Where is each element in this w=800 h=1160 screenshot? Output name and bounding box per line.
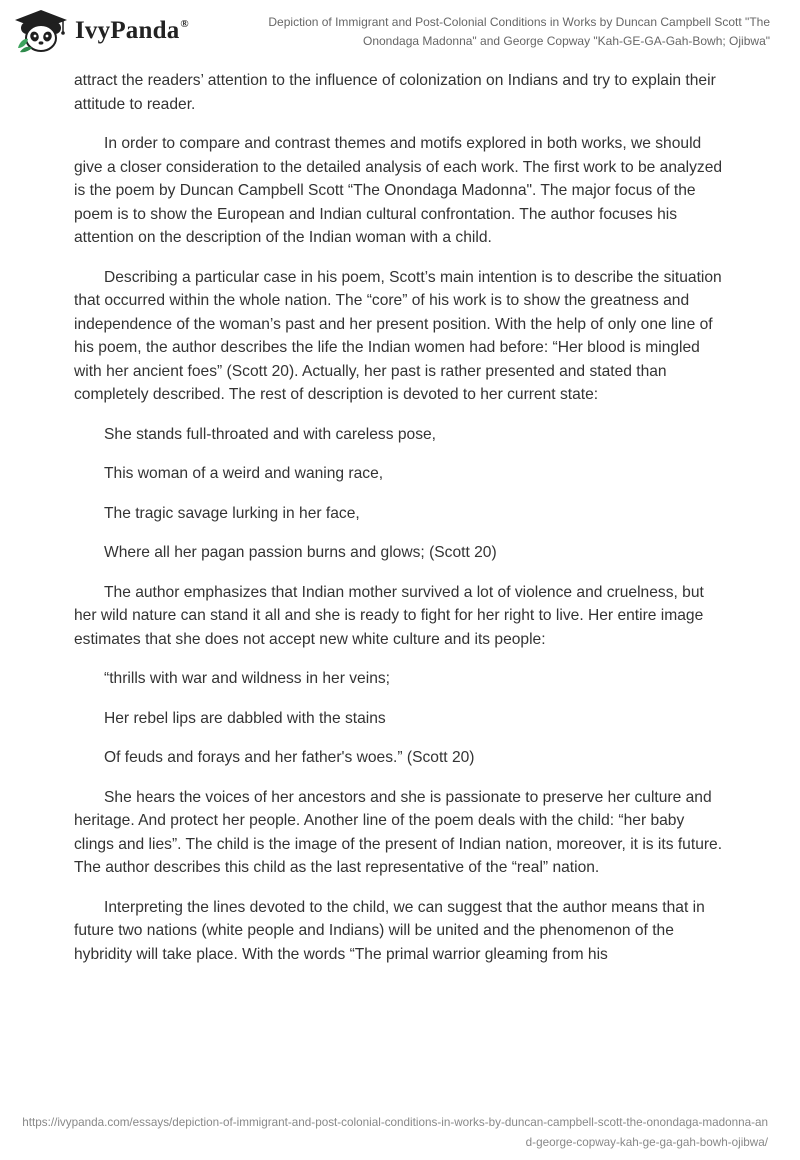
essay-body [74, 69, 724, 966]
poem-line: Of feuds and forays and her father's woes.” (Scott 20) [104, 749, 475, 766]
poem-line: Her rebel lips are dabbled with the stains [104, 709, 386, 727]
poem-line: “thrills with war and wildness in her veins; [104, 670, 390, 687]
body-paragraph: attract the readers’ attention to the influence of colonization on Indians and try to explain their attitude to reader. [74, 72, 716, 113]
panda-graduate-icon [12, 8, 70, 54]
poem-line: Where all her pagan passion burns and glows; (Scott 20) [104, 544, 497, 561]
body-paragraph: Describing a particular case in his poem, Scott’s main intention is to describe the situation that occurred within the whole nation. The “core” of his work is to show the greatness and independence of the woman’s past and her present position. With the help of only one line of his poem, the author describes the life the Indian women had before: “Her blood is mingled with her ancient foes” (Scott 20). Actually, her past is rather presented and stated than completely described. The rest of description is devoted to her current state: [74, 268, 722, 403]
body-paragraph: She hears the voices of her ancestors and she is passionate to preserve her culture and heritage. And protect her people. Another line of the poem deals with the child: “her baby clings and lies”. The child is the image of the present of Indian nation, moreover, it is its future. The author describes this child as the last representative of the “real” nation. [74, 788, 723, 876]
body-paragraph: The author emphasizes that Indian mother survived a lot of violence and cruelness, but her wild nature can stand it all and she is ready to fight for her right to live. Her entire image estimates that she does not accept new white culture and its people: [74, 583, 704, 648]
source-url[interactable]: https://ivypanda.com/essays/depiction-of-immigrant-and-post-colonial-conditions-in-works-by-duncan-campbell-scott-the-onondaga-madonna-and-george-copway-kah-ge-ga-gah-bowh-ojibwa/ [22, 1116, 768, 1149]
brand-name: IvyPanda® [75, 17, 189, 44]
poem-line: The tragic savage lurking in her face, [104, 504, 360, 522]
poem-line: She stands full-throated and with careless pose, [104, 425, 436, 443]
page-header [0, 0, 800, 62]
poem-line: This woman of a weird and waning race, [104, 465, 384, 482]
body-paragraph: In order to compare and contrast themes and motifs explored in both works, we should give a closer consideration to the detailed analysis of each work. The first work to be analyzed is the poem by Duncan Campbell Scott “The Onondaga Madonna". The major focus of the poem is to show the European and Indian cultural confrontation. The author focuses his attention on the description of the Indian woman with a child. [74, 135, 723, 246]
document-title: Depiction of Immigrant and Post-Colonial Conditions in Works by Duncan Campbell Scott "The Onondaga Madonna" and George Copway "Kah-GE-GA-Gah-Bowh; Ojibwa" [268, 15, 770, 48]
body-paragraph: Interpreting the lines devoted to the child, we can suggest that the author means that in future two nations (white people and Indians) will be united and the phenomenon of the hybridity will take place. With the words “The primal warrior gleaming from his [74, 898, 705, 963]
ivypanda-logo[interactable] [12, 8, 189, 54]
